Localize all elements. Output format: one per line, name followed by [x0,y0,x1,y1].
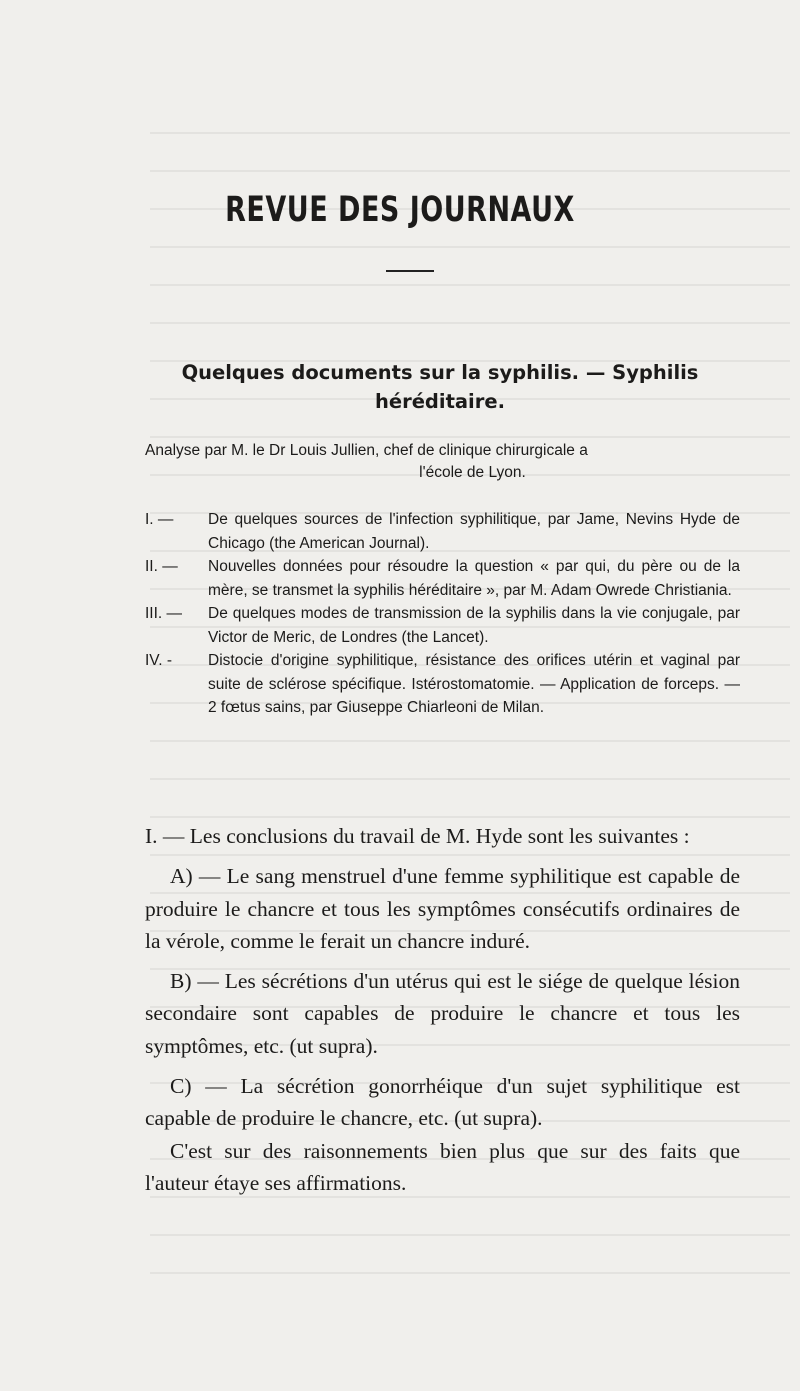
conclusion-c: C) — La sécrétion gonorrhéique d'un sujet syphilitique est capable de produire le chancre, etc. (ut supra). [145,1074,740,1131]
sources-list [145,508,740,720]
body-intro: I. — Les conclusions du travail de M. Hyde sont les suivantes : [145,824,690,848]
source-item [145,649,740,720]
source-item [145,602,740,649]
article-body [145,820,740,1199]
analyst-line [145,440,740,484]
source-item [145,508,740,555]
conclusion-b: B) — Les sécrétions d'un utérus qui est le siége de quelque lésion secondaire sont capables de produire le chancre et tous les symptômes, etc. (ut supra). [145,969,740,1058]
source-item [145,555,740,602]
source-number: III. — [145,605,183,622]
source-text: Nouvelles données pour résoudre la question « par qui, du père ou de la mère, se transmet la syphilis héréditaire », par M. Adam Owrede Christiania. [208,558,740,599]
source-text: De quelques modes de transmission de la syphilis dans la vie conjugale, par Victor de Meric, de Londres (the Lancet). [208,605,740,646]
section-heading: REVUE DES JOURNAUX [225,190,575,231]
title-rule [386,270,434,272]
source-text: De quelques sources de l'infection syphilitique, par Jame, Nevins Hyde de Chicago (the American Journal). [208,511,740,552]
closing-paragraph: C'est sur des raisonnements bien plus que sur des faits que l'auteur étaye ses affirmations. [145,1138,740,1195]
analyst-line-1: Analyse par M. le Dr Louis Jullien, chef de clinique chirurgicale a [145,442,588,459]
source-text: Distocie d'origine syphilitique, résistance des orifices utérin et vaginal par suite de sclérose spécifique. Istérostomatomie. — Application de forceps. — 2 fœtus sains, par Giuseppe Chiarleoni de Milan. [208,652,740,716]
source-number: IV. - [145,652,172,669]
article-title: Quelques documents sur la syphilis. — Syphilis héréditaire. [181,361,699,413]
source-number: II. — [145,558,178,575]
source-number: I. — [145,511,174,528]
conclusion-a: A) — Le sang menstruel d'une femme syphilitique est capable de produire le chancre et tous les symptômes consécutifs ordinaires de la vérole, comme le ferait un chancre induré. [145,864,740,953]
analyst-line-2: l'école de Lyon. [419,464,526,481]
